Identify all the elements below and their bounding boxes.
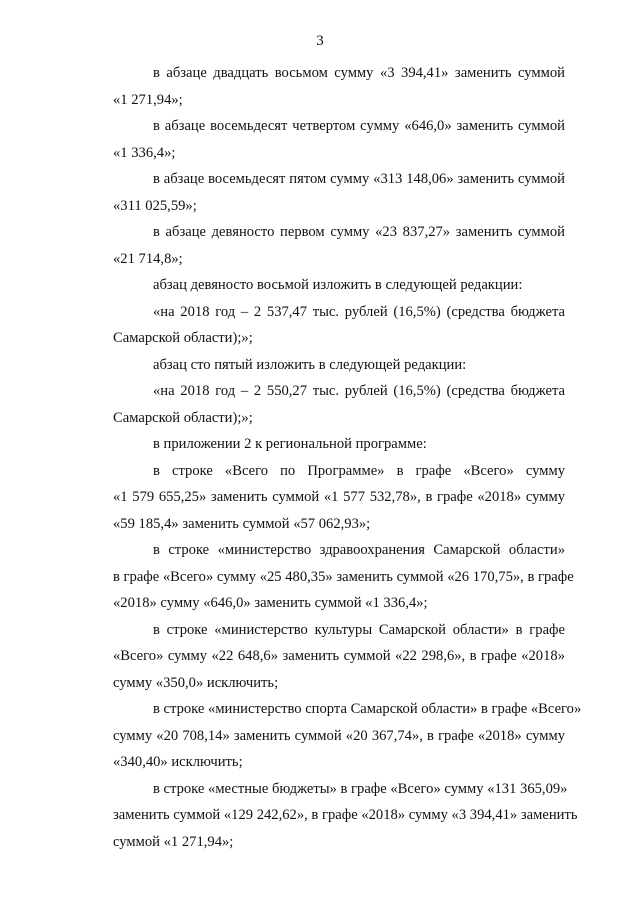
text-line: в строке «министерство здравоохранения Самарской области» [153, 542, 565, 558]
paragraph [73, 272, 565, 299]
text-line: в строке «местные бюджеты» в графе «Всего» сумму «131 365,09» [153, 780, 568, 797]
paragraph [73, 352, 565, 379]
text-line: в приложении 2 к региональной программе: [153, 436, 427, 452]
text-line: «2018» сумму «646,0» заменить суммой «1 336,4»; [113, 595, 428, 611]
text-line: в абзаце двадцать восьмом сумму «3 394,41» заменить суммой [153, 65, 565, 81]
paragraph [73, 776, 578, 856]
paragraph [73, 219, 565, 272]
paragraph [73, 113, 565, 166]
text-line: в строке «министерство спорта Самарской области» в графе «Всего» [153, 701, 582, 717]
text-line: сумму «20 708,14» заменить суммой «20 367,74», в графе «2018» сумму [113, 727, 565, 744]
text-line: Самарской области);»; [113, 409, 253, 426]
text-line: в абзаце восемьдесят пятом сумму «313 148,06» заменить суммой [153, 171, 565, 187]
text-line: в графе «Всего» сумму «25 480,35» заменить суммой «26 170,75», в графе [113, 568, 574, 585]
paragraph [73, 378, 565, 431]
page-number: 3 [316, 33, 324, 49]
document-body [73, 60, 582, 855]
paragraph [73, 537, 574, 617]
paragraph [73, 458, 565, 538]
text-line: «1 271,94»; [113, 91, 183, 108]
paragraph [73, 617, 565, 697]
text-line: «340,40» исключить; [113, 754, 243, 770]
text-line: абзац сто пятый изложить в следующей редакции: [153, 356, 467, 373]
text-line: «Всего» сумму «22 648,6» заменить суммой «22 298,6», в графе «2018» [113, 648, 565, 664]
text-line: Самарской области);»; [113, 330, 253, 346]
paragraph [73, 60, 565, 113]
paragraph [73, 696, 582, 776]
text-line: абзац девяносто восьмой изложить в следующей редакции: [153, 277, 523, 293]
paragraph [73, 166, 565, 219]
text-line: «1 336,4»; [113, 144, 176, 161]
text-line: «21 714,8»; [113, 250, 183, 267]
paragraph [73, 299, 565, 352]
text-line: заменить суммой «129 242,62», в графе «2018» сумму «3 394,41» заменить [113, 807, 578, 823]
text-line: «311 025,59»; [113, 197, 197, 214]
text-line: «1 579 655,25» заменить суммой «1 577 532,78», в графе «2018» сумму [113, 489, 565, 505]
text-line: в строке «Всего по Программе» в графе «Всего» сумму [153, 462, 565, 479]
text-line: в абзаце девяносто первом сумму «23 837,27» заменить суммой [153, 224, 565, 240]
text-line: «59 185,4» заменить суммой «57 062,93»; [113, 515, 371, 532]
text-line: «на 2018 год – 2 537,47 тыс. рублей (16,5%) (средства бюджета [153, 303, 565, 320]
paragraph [73, 431, 565, 458]
text-line: «на 2018 год – 2 550,27 тыс. рублей (16,5%) (средства бюджета [153, 383, 565, 399]
text-line: в абзаце восемьдесят четвертом сумму «646,0» заменить суммой [153, 118, 565, 134]
text-line: сумму «350,0» исключить; [113, 674, 279, 691]
text-line: в строке «министерство культуры Самарской области» в графе [153, 621, 565, 638]
text-line: суммой «1 271,94»; [113, 833, 234, 850]
